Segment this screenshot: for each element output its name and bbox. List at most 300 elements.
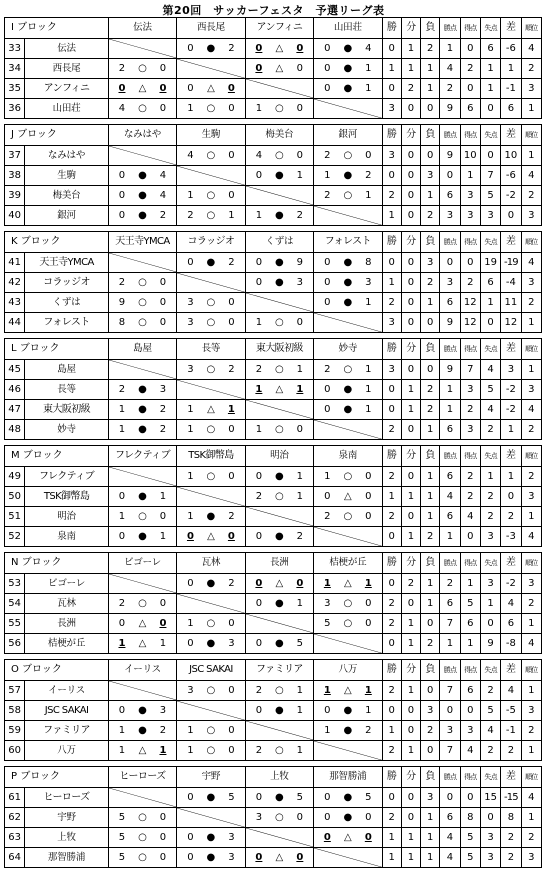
match-result bbox=[314, 361, 381, 379]
self-match-cell bbox=[314, 313, 382, 333]
score-against: 3 bbox=[159, 704, 167, 716]
team-number: 56 bbox=[5, 634, 25, 654]
score-against: 1 bbox=[364, 684, 372, 696]
stat-header: 分 bbox=[401, 125, 420, 146]
column-team-name: 東大阪初級 bbox=[245, 339, 313, 360]
column-team-name: ビゴーレ bbox=[108, 553, 176, 574]
match-result-cell bbox=[177, 527, 245, 547]
score-against: 0 bbox=[159, 276, 167, 288]
result-mark: ○ bbox=[206, 744, 216, 756]
team-name: 宇野 bbox=[25, 808, 108, 828]
team-number: 59 bbox=[5, 721, 25, 741]
match-result bbox=[246, 314, 313, 332]
score-against: 0 bbox=[228, 316, 235, 328]
result-mark: ○ bbox=[275, 684, 284, 696]
match-result bbox=[246, 40, 313, 58]
result-mark: ● bbox=[275, 276, 284, 288]
stat-header: 失点 bbox=[480, 232, 500, 253]
score-against: 0 bbox=[228, 189, 235, 201]
result-mark: ● bbox=[275, 597, 284, 609]
block-header-row bbox=[5, 18, 542, 39]
stat-value: 3 bbox=[382, 146, 401, 166]
team-name: 東大阪初級 bbox=[25, 400, 108, 420]
team-number: 35 bbox=[5, 79, 25, 99]
stat-value: -8 bbox=[501, 634, 521, 654]
score-for: 0 bbox=[118, 82, 126, 94]
block-table bbox=[4, 552, 542, 654]
team-name: 桔梗が丘 bbox=[25, 634, 108, 654]
stat-value: 2 bbox=[480, 741, 500, 761]
score-against: 0 bbox=[159, 316, 167, 328]
stat-value: 9 bbox=[440, 313, 460, 333]
match-result-cell bbox=[245, 681, 313, 701]
stat-value: 6 bbox=[480, 273, 500, 293]
column-team-name: 八万 bbox=[314, 660, 382, 681]
score-for: 0 bbox=[324, 791, 331, 803]
match-result bbox=[109, 722, 176, 740]
result-mark: △ bbox=[343, 577, 352, 589]
match-result-cell bbox=[108, 594, 176, 614]
result-mark: ○ bbox=[275, 149, 284, 161]
stat-header: 勝 bbox=[382, 660, 401, 681]
block-name: M ブロック bbox=[5, 446, 109, 467]
score-against: 0 bbox=[228, 296, 235, 308]
score-for: 0 bbox=[118, 209, 126, 221]
match-result-cell bbox=[108, 59, 176, 79]
stat-value: 1 bbox=[460, 574, 480, 594]
match-result-cell bbox=[177, 360, 245, 380]
stat-header: 負 bbox=[421, 18, 440, 39]
score-for: 1 bbox=[255, 423, 263, 435]
stat-value: 0 bbox=[440, 166, 460, 186]
stat-value: 7 bbox=[440, 741, 460, 761]
result-mark: ○ bbox=[343, 363, 353, 375]
score-against: 1 bbox=[228, 209, 235, 221]
result-mark: ○ bbox=[275, 363, 284, 375]
score-against: 0 bbox=[228, 724, 235, 736]
stat-value: 0 bbox=[382, 634, 401, 654]
score-for: 3 bbox=[187, 296, 194, 308]
block-table bbox=[4, 231, 542, 333]
match-result-cell bbox=[108, 166, 176, 186]
match-result-cell bbox=[177, 313, 245, 333]
team-row bbox=[5, 701, 542, 721]
score-against: 1 bbox=[364, 577, 372, 589]
diagonal-line bbox=[314, 206, 381, 225]
team-number: 50 bbox=[5, 487, 25, 507]
league-tables bbox=[4, 17, 542, 873]
stat-value: 2 bbox=[460, 59, 480, 79]
match-result-cell bbox=[314, 146, 382, 166]
match-result bbox=[314, 722, 381, 740]
stat-header: 順位 bbox=[521, 339, 541, 360]
match-result bbox=[314, 294, 381, 312]
team-number: 57 bbox=[5, 681, 25, 701]
result-mark: ● bbox=[206, 42, 216, 54]
stat-value: 3 bbox=[521, 574, 541, 594]
stat-value: 1 bbox=[401, 681, 420, 701]
stat-header: 差 bbox=[501, 553, 521, 574]
stat-value: 2 bbox=[440, 574, 460, 594]
score-against: 0 bbox=[296, 577, 304, 589]
stat-value: 4 bbox=[521, 527, 541, 547]
result-mark: ○ bbox=[206, 423, 216, 435]
score-for: 2 bbox=[118, 62, 126, 74]
stat-value: 4 bbox=[521, 39, 541, 59]
block-table bbox=[4, 766, 542, 868]
stat-value: 1 bbox=[382, 487, 401, 507]
result-mark: ● bbox=[275, 470, 284, 482]
match-result-cell bbox=[314, 253, 382, 273]
match-result bbox=[109, 849, 176, 867]
score-against: 3 bbox=[365, 276, 372, 288]
diagonal-line bbox=[246, 186, 313, 205]
self-match-cell bbox=[245, 507, 313, 527]
score-for: 1 bbox=[118, 510, 126, 522]
diagonal-line bbox=[314, 634, 381, 653]
stat-value: 1 bbox=[421, 186, 440, 206]
score-against: 1 bbox=[365, 62, 372, 74]
match-result bbox=[314, 615, 381, 633]
match-result bbox=[314, 147, 381, 165]
team-number: 45 bbox=[5, 360, 25, 380]
match-result bbox=[177, 829, 244, 847]
result-mark: △ bbox=[275, 62, 284, 74]
score-for: 2 bbox=[324, 363, 331, 375]
team-name: なみはや bbox=[25, 146, 108, 166]
result-mark: ● bbox=[206, 831, 216, 843]
match-result bbox=[177, 528, 244, 546]
stat-value: 2 bbox=[480, 487, 500, 507]
match-result-cell bbox=[314, 400, 382, 420]
score-against: 0 bbox=[365, 470, 372, 482]
stat-value: 3 bbox=[521, 79, 541, 99]
stat-value: 1 bbox=[401, 614, 420, 634]
result-mark: ● bbox=[206, 851, 216, 863]
score-against: 4 bbox=[159, 169, 167, 181]
stat-value: 1 bbox=[401, 741, 420, 761]
stat-value: 1 bbox=[401, 848, 420, 868]
stat-header: 勝点 bbox=[440, 232, 460, 253]
diagonal-line bbox=[314, 420, 381, 439]
match-result bbox=[177, 40, 244, 58]
match-result bbox=[109, 167, 176, 185]
stat-value: 1 bbox=[501, 420, 521, 440]
score-against: 5 bbox=[228, 791, 235, 803]
stat-value: 9 bbox=[440, 360, 460, 380]
match-result bbox=[314, 274, 381, 292]
stat-value: 1 bbox=[440, 39, 460, 59]
score-against: 2 bbox=[159, 209, 167, 221]
match-result bbox=[177, 682, 244, 700]
score-against: 0 bbox=[227, 530, 235, 542]
stat-value: 1 bbox=[480, 467, 500, 487]
match-result bbox=[177, 401, 244, 419]
stat-value: 3 bbox=[460, 206, 480, 226]
column-team-name: 山田荘 bbox=[314, 18, 382, 39]
team-row bbox=[5, 380, 542, 400]
stat-header: 失点 bbox=[480, 18, 500, 39]
stat-value: 4 bbox=[521, 253, 541, 273]
self-match-cell bbox=[245, 79, 313, 99]
block-name: O ブロック bbox=[5, 660, 109, 681]
stat-value: 0 bbox=[382, 701, 401, 721]
stat-header: 分 bbox=[401, 767, 420, 788]
match-result bbox=[177, 80, 244, 98]
match-result bbox=[314, 575, 381, 593]
stat-value: 2 bbox=[421, 380, 440, 400]
score-against: 0 bbox=[296, 149, 304, 161]
self-match-cell bbox=[108, 360, 176, 380]
result-mark: ○ bbox=[275, 102, 284, 114]
team-number: 39 bbox=[5, 186, 25, 206]
stat-value: 0 bbox=[401, 788, 420, 808]
score-for: 1 bbox=[323, 577, 331, 589]
score-for: 1 bbox=[187, 403, 194, 415]
stat-value: 8 bbox=[501, 808, 521, 828]
stat-value: 4 bbox=[440, 487, 460, 507]
result-mark: ○ bbox=[138, 831, 147, 843]
score-against: 0 bbox=[159, 617, 167, 629]
stat-value: 2 bbox=[421, 206, 440, 226]
team-row bbox=[5, 420, 542, 440]
score-against: 9 bbox=[296, 256, 304, 268]
stat-header: 差 bbox=[501, 232, 521, 253]
stat-value: 0 bbox=[401, 313, 420, 333]
match-result-cell bbox=[245, 487, 313, 507]
score-for: 0 bbox=[255, 530, 263, 542]
team-number: 33 bbox=[5, 39, 25, 59]
stat-value: 5 bbox=[480, 186, 500, 206]
match-result bbox=[246, 60, 313, 78]
stat-value: 4 bbox=[460, 741, 480, 761]
team-row bbox=[5, 186, 542, 206]
self-match-cell bbox=[108, 681, 176, 701]
score-for: 2 bbox=[255, 744, 263, 756]
diagonal-line bbox=[177, 701, 244, 720]
match-result-cell bbox=[177, 146, 245, 166]
result-mark: ● bbox=[275, 704, 284, 716]
stat-header: 得点 bbox=[460, 767, 480, 788]
result-mark: △ bbox=[275, 577, 284, 589]
stat-value: 3 bbox=[480, 848, 500, 868]
result-mark: △ bbox=[275, 42, 284, 54]
stat-value: 3 bbox=[382, 360, 401, 380]
stat-value: 1 bbox=[521, 808, 541, 828]
match-result-cell bbox=[108, 487, 176, 507]
column-team-name: 桔梗が丘 bbox=[314, 553, 382, 574]
match-result bbox=[246, 595, 313, 613]
score-against: 3 bbox=[159, 383, 167, 395]
team-row bbox=[5, 594, 542, 614]
stat-value: 1 bbox=[421, 467, 440, 487]
match-result bbox=[314, 809, 381, 827]
match-result-cell bbox=[177, 574, 245, 594]
match-result-cell bbox=[108, 420, 176, 440]
result-mark: ● bbox=[206, 791, 216, 803]
stat-header: 差 bbox=[501, 660, 521, 681]
score-for: 1 bbox=[187, 423, 194, 435]
column-team-name: 那智勝浦 bbox=[314, 767, 382, 788]
stat-value: 3 bbox=[460, 721, 480, 741]
team-number: 34 bbox=[5, 59, 25, 79]
match-result-cell bbox=[314, 487, 382, 507]
team-number: 53 bbox=[5, 574, 25, 594]
stat-value: -5 bbox=[501, 701, 521, 721]
self-match-cell bbox=[245, 186, 313, 206]
column-team-name: 島屋 bbox=[108, 339, 176, 360]
match-result bbox=[109, 421, 176, 439]
team-name: ヒーローズ bbox=[25, 788, 108, 808]
stat-header: 差 bbox=[501, 446, 521, 467]
score-for: 3 bbox=[187, 316, 194, 328]
stat-header: 失点 bbox=[480, 553, 500, 574]
score-against: 0 bbox=[159, 851, 167, 863]
team-number: 58 bbox=[5, 701, 25, 721]
match-result bbox=[177, 468, 244, 486]
result-mark: ○ bbox=[206, 102, 216, 114]
team-row bbox=[5, 313, 542, 333]
match-result-cell bbox=[108, 701, 176, 721]
stat-value: 1 bbox=[401, 400, 420, 420]
team-name: 銀河 bbox=[25, 206, 108, 226]
team-number: 44 bbox=[5, 313, 25, 333]
match-result-cell bbox=[314, 79, 382, 99]
stat-header: 勝 bbox=[382, 18, 401, 39]
team-row bbox=[5, 273, 542, 293]
match-result-cell bbox=[177, 741, 245, 761]
stat-header: 得点 bbox=[460, 339, 480, 360]
stat-value: -6 bbox=[501, 166, 521, 186]
stat-header: 勝点 bbox=[440, 446, 460, 467]
stat-value: 10 bbox=[460, 146, 480, 166]
stat-value: -15 bbox=[501, 788, 521, 808]
stat-value: 2 bbox=[460, 273, 480, 293]
team-name: 長洲 bbox=[25, 614, 108, 634]
team-number: 52 bbox=[5, 527, 25, 547]
match-result-cell bbox=[177, 828, 245, 848]
result-mark: ○ bbox=[138, 62, 147, 74]
match-result bbox=[177, 254, 244, 272]
team-number: 54 bbox=[5, 594, 25, 614]
stat-value: 0 bbox=[460, 253, 480, 273]
score-against: 1 bbox=[159, 637, 167, 649]
stat-value: 5 bbox=[460, 594, 480, 614]
match-result bbox=[246, 702, 313, 720]
score-for: 0 bbox=[324, 490, 331, 502]
score-against: 1 bbox=[296, 704, 304, 716]
stat-value: 15 bbox=[480, 788, 500, 808]
score-for: 1 bbox=[323, 684, 331, 696]
score-against: 0 bbox=[159, 62, 167, 74]
column-team-name: フォレスト bbox=[314, 232, 382, 253]
match-result bbox=[314, 381, 381, 399]
score-for: 4 bbox=[255, 149, 263, 161]
diagonal-line bbox=[246, 293, 313, 312]
self-match-cell bbox=[177, 273, 245, 293]
team-name: 明治 bbox=[25, 507, 108, 527]
stat-value: 3 bbox=[521, 273, 541, 293]
stat-header: 差 bbox=[501, 339, 521, 360]
result-mark: ● bbox=[343, 62, 353, 74]
score-against: 2 bbox=[228, 510, 235, 522]
stat-value: 6 bbox=[460, 614, 480, 634]
score-against: 1 bbox=[296, 597, 304, 609]
diagonal-line bbox=[109, 146, 176, 165]
match-result bbox=[246, 361, 313, 379]
stat-value: 0 bbox=[460, 527, 480, 547]
stat-value: 2 bbox=[460, 467, 480, 487]
score-against: 0 bbox=[159, 831, 167, 843]
match-result-cell bbox=[245, 273, 313, 293]
stat-value: 2 bbox=[382, 681, 401, 701]
result-mark: ● bbox=[206, 510, 216, 522]
score-for: 1 bbox=[118, 744, 126, 756]
match-result-cell bbox=[314, 808, 382, 828]
self-match-cell bbox=[108, 146, 176, 166]
match-result-cell bbox=[245, 701, 313, 721]
match-result bbox=[177, 187, 244, 205]
diagonal-line bbox=[177, 808, 244, 827]
team-name: 島屋 bbox=[25, 360, 108, 380]
stat-header: 負 bbox=[421, 553, 440, 574]
match-result bbox=[246, 635, 313, 653]
match-result bbox=[109, 528, 176, 546]
stat-value: 3 bbox=[480, 206, 500, 226]
match-result bbox=[314, 488, 381, 506]
stat-value: 2 bbox=[382, 186, 401, 206]
match-result bbox=[177, 294, 244, 312]
stat-value: 0 bbox=[382, 788, 401, 808]
stat-header: 得点 bbox=[460, 660, 480, 681]
result-mark: ○ bbox=[138, 811, 147, 823]
match-result bbox=[109, 809, 176, 827]
score-for: 0 bbox=[255, 62, 263, 74]
stat-value: 2 bbox=[460, 400, 480, 420]
stat-value: 3 bbox=[421, 701, 440, 721]
score-for: 0 bbox=[323, 831, 331, 843]
score-against: 4 bbox=[365, 42, 372, 54]
score-for: 5 bbox=[118, 831, 126, 843]
stat-header: 順位 bbox=[521, 767, 541, 788]
result-mark: △ bbox=[207, 403, 215, 415]
score-against: 1 bbox=[296, 490, 304, 502]
stat-header: 得点 bbox=[460, 125, 480, 146]
block-table bbox=[4, 338, 542, 440]
team-row bbox=[5, 634, 542, 654]
stat-value: 3 bbox=[421, 788, 440, 808]
stat-value: 3 bbox=[460, 186, 480, 206]
stat-value: 1 bbox=[421, 293, 440, 313]
match-result-cell bbox=[177, 467, 245, 487]
result-mark: ○ bbox=[138, 851, 147, 863]
column-team-name: 銀河 bbox=[314, 125, 382, 146]
stat-value: 1 bbox=[480, 79, 500, 99]
score-for: 0 bbox=[324, 383, 331, 395]
match-result bbox=[177, 508, 244, 526]
column-team-name: 宇野 bbox=[177, 767, 245, 788]
block-header-row bbox=[5, 125, 542, 146]
stat-value: 1 bbox=[521, 146, 541, 166]
score-for: 3 bbox=[187, 684, 194, 696]
score-against: 5 bbox=[296, 791, 304, 803]
match-result bbox=[177, 314, 244, 332]
score-against: 8 bbox=[365, 256, 372, 268]
stat-header: 分 bbox=[401, 660, 420, 681]
team-name: 生駒 bbox=[25, 166, 108, 186]
stat-header: 勝点 bbox=[440, 553, 460, 574]
team-name: アンフィニ bbox=[25, 79, 108, 99]
